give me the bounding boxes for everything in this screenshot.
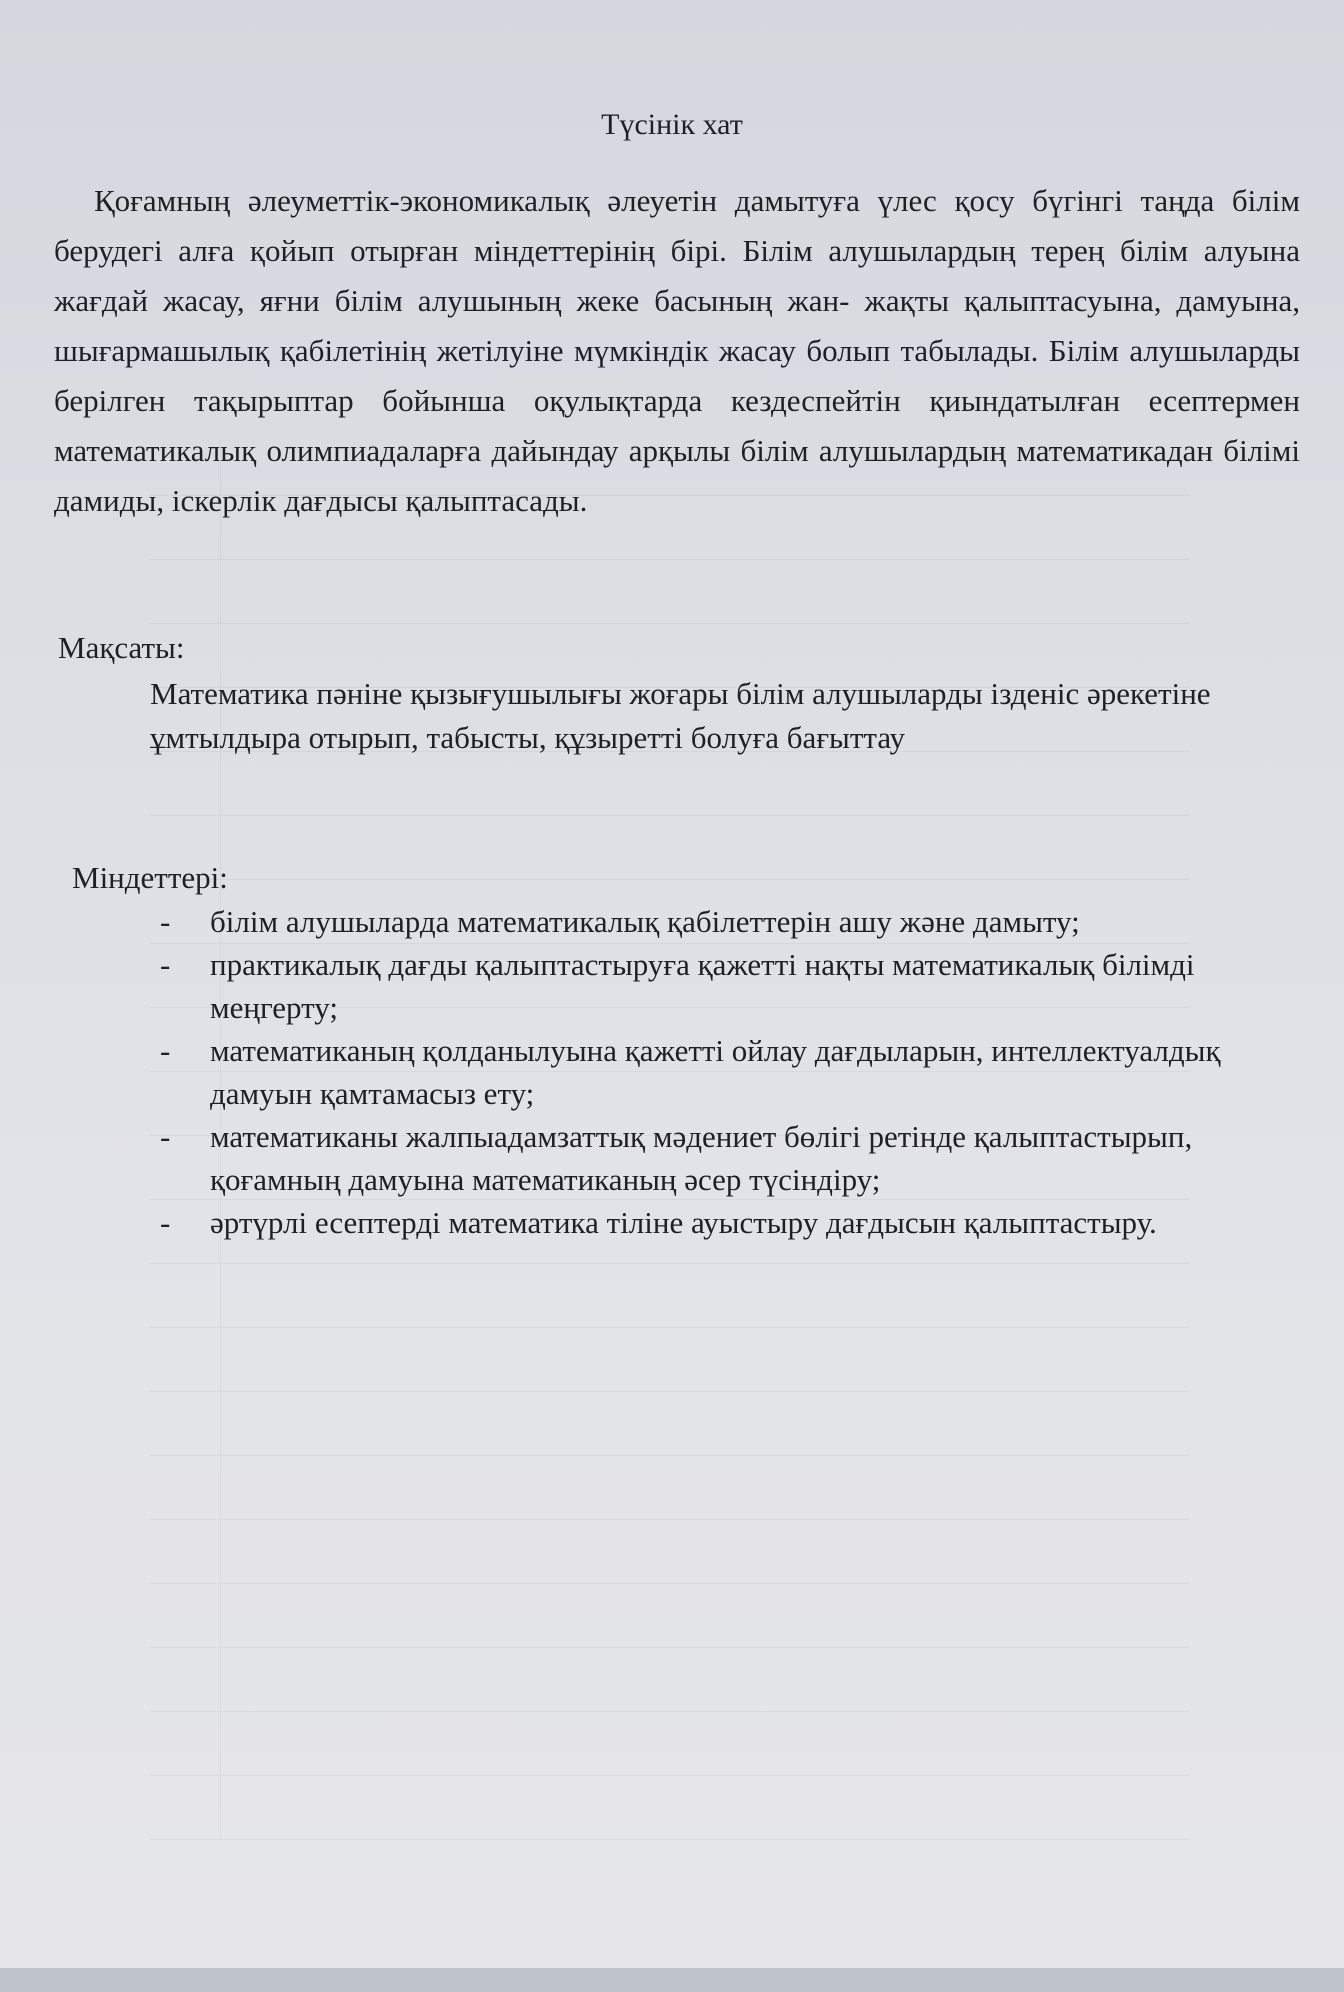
list-item [160, 1029, 1310, 1115]
dash-bullet: - [160, 1033, 171, 1068]
dash-bullet: - [160, 904, 171, 939]
tasks-heading: Міндеттері: [72, 860, 228, 895]
task-text: математиканың қолданылуына қажетті ойлау дағдыларын, интеллектуалдық дамуын қамтамасыз ету; [210, 1033, 1221, 1111]
list-item [160, 1115, 1310, 1201]
task-text: әртүрлі есептерді математика тіліне ауыстыру дағдысын қалыптастыру. [210, 1205, 1157, 1240]
intro-paragraph: Қоғамның әлеуметтік-экономикалық әлеуетін дамытуға үлес қосу бүгінгі таңда білім берудегі алға қойып отырған міндеттерінің бірі. Білім алушылардың терең білім алуына жағдай жасау, яғни білім алушының жеке басының жан- жақты қалыптасуына, дамуына, шығармашылық қабілетінің жетілуіне мүмкіндік жасау болып табылады. Білім алушыларды берілген тақырыптар бойынша оқулықтарда кездеспейтін қиындатылған есептермен математикалық олимпиадаларға дайындау арқылы білім алушылардың математикадан білімі дамиды, іскерлік дағдысы қалыптасады. [54, 183, 1300, 518]
task-text: білім алушыларда математикалық қабілеттерін ашу және дамыту; [210, 904, 1080, 939]
dash-bullet: - [160, 1119, 171, 1154]
page-bottom-edge [0, 1968, 1344, 1992]
dash-bullet: - [160, 947, 171, 982]
list-item [160, 1201, 1310, 1244]
goal-heading: Мақсаты: [58, 630, 185, 665]
task-text: практикалық дағды қалыптастыруға қажетті нақты математикалық білімді меңгерту; [210, 947, 1195, 1025]
list-item [160, 943, 1310, 1029]
document-title: Түсінік хат [601, 108, 743, 141]
tasks-list [160, 900, 1310, 1244]
task-text: математиканы жалпыадамзаттық мәдениет бөлігі ретінде қалыптастырып, қоғамның дамуына математиканың әсер түсіндіру; [210, 1119, 1193, 1197]
goal-text: Математика пәніне қызығушылығы жоғары білім алушыларды ізденіс әрекетіне ұмтылдыра отырып, табысты, құзыретті болуға бағыттау [150, 676, 1211, 755]
list-item [160, 900, 1310, 943]
dash-bullet: - [160, 1205, 171, 1240]
